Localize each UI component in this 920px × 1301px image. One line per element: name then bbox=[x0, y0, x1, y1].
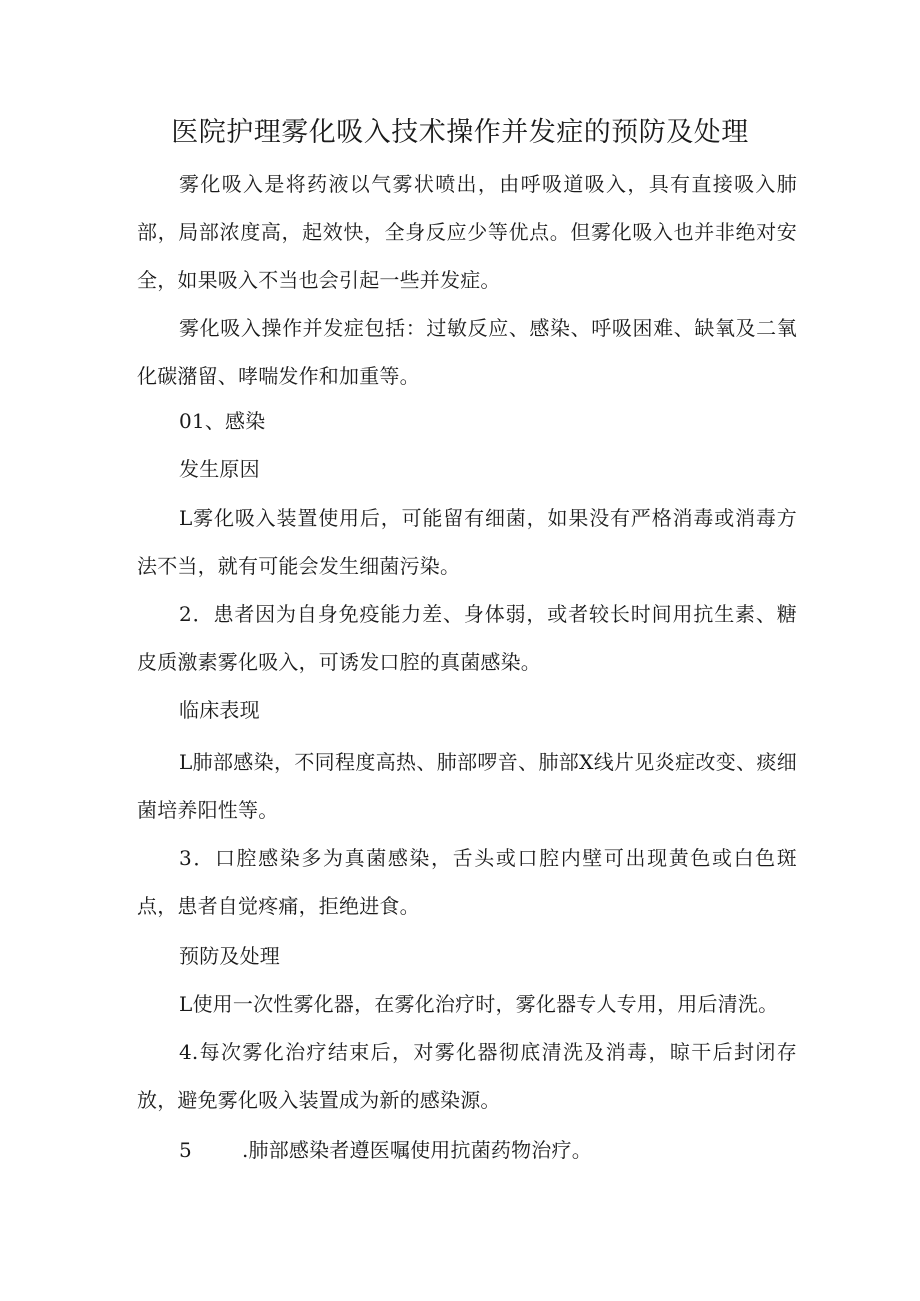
document-title: 医院护理雾化吸入技术操作并发症的预防及处理 bbox=[171, 117, 749, 148]
cause-item-2: 2．患者因为自身免疫能力差、身体弱，或者较长时间用抗生素、糖皮质激素雾化吸入，可诱发口腔的真菌感染。 bbox=[137, 602, 797, 674]
clinical-item-3: 3．口腔感染多为真菌感染，舌头或口腔内壁可出现黄色或白色斑点，患者自觉疼痛，拒绝进食。 bbox=[137, 846, 797, 918]
prevention-item-1: L使用一次性雾化器，在雾化治疗时，雾化器专人专用，用后清洗。 bbox=[179, 992, 779, 1016]
intro-paragraph: 雾化吸入是将药液以气雾状喷出，由呼吸道吸入，具有直接吸入肺部，局部浓度高，起效快，全身反应少等优点。但雾化吸入也并非绝对安全，如果吸入不当也会引起一些并发症。 bbox=[137, 172, 797, 292]
complications-paragraph: 雾化吸入操作并发症包括：过敏反应、感染、呼吸困难、缺氧及二氧化碳潴留、哮喘发作和加重等。 bbox=[137, 316, 797, 388]
section-heading-infection: 01、感染 bbox=[179, 409, 266, 433]
prevention-item-5-number: 5 bbox=[179, 1138, 192, 1162]
prevention-item-5-text: .肺部感染者遵医嘱使用抗菌药物治疗。 bbox=[241, 1138, 592, 1162]
clinical-heading: 临床表现 bbox=[179, 698, 260, 722]
clinical-item-1: L肺部感染，不同程度高热、肺部啰音、肺部X线片见炎症改变、痰细菌培养阳性等。 bbox=[137, 750, 797, 822]
prevention-item-4: 4.每次雾化治疗结束后，对雾化器彻底清洗及消毒，晾干后封闭存放，避免雾化吸入装置成为新的感染源。 bbox=[137, 1040, 797, 1112]
cause-item-1: L雾化吸入装置使用后，可能留有细菌，如果没有严格消毒或消毒方法不当，就有可能会发生细菌污染。 bbox=[137, 506, 797, 578]
cause-heading: 发生原因 bbox=[179, 457, 260, 481]
prevention-item-5 bbox=[137, 1126, 797, 1174]
prevention-heading: 预防及处理 bbox=[179, 944, 280, 968]
